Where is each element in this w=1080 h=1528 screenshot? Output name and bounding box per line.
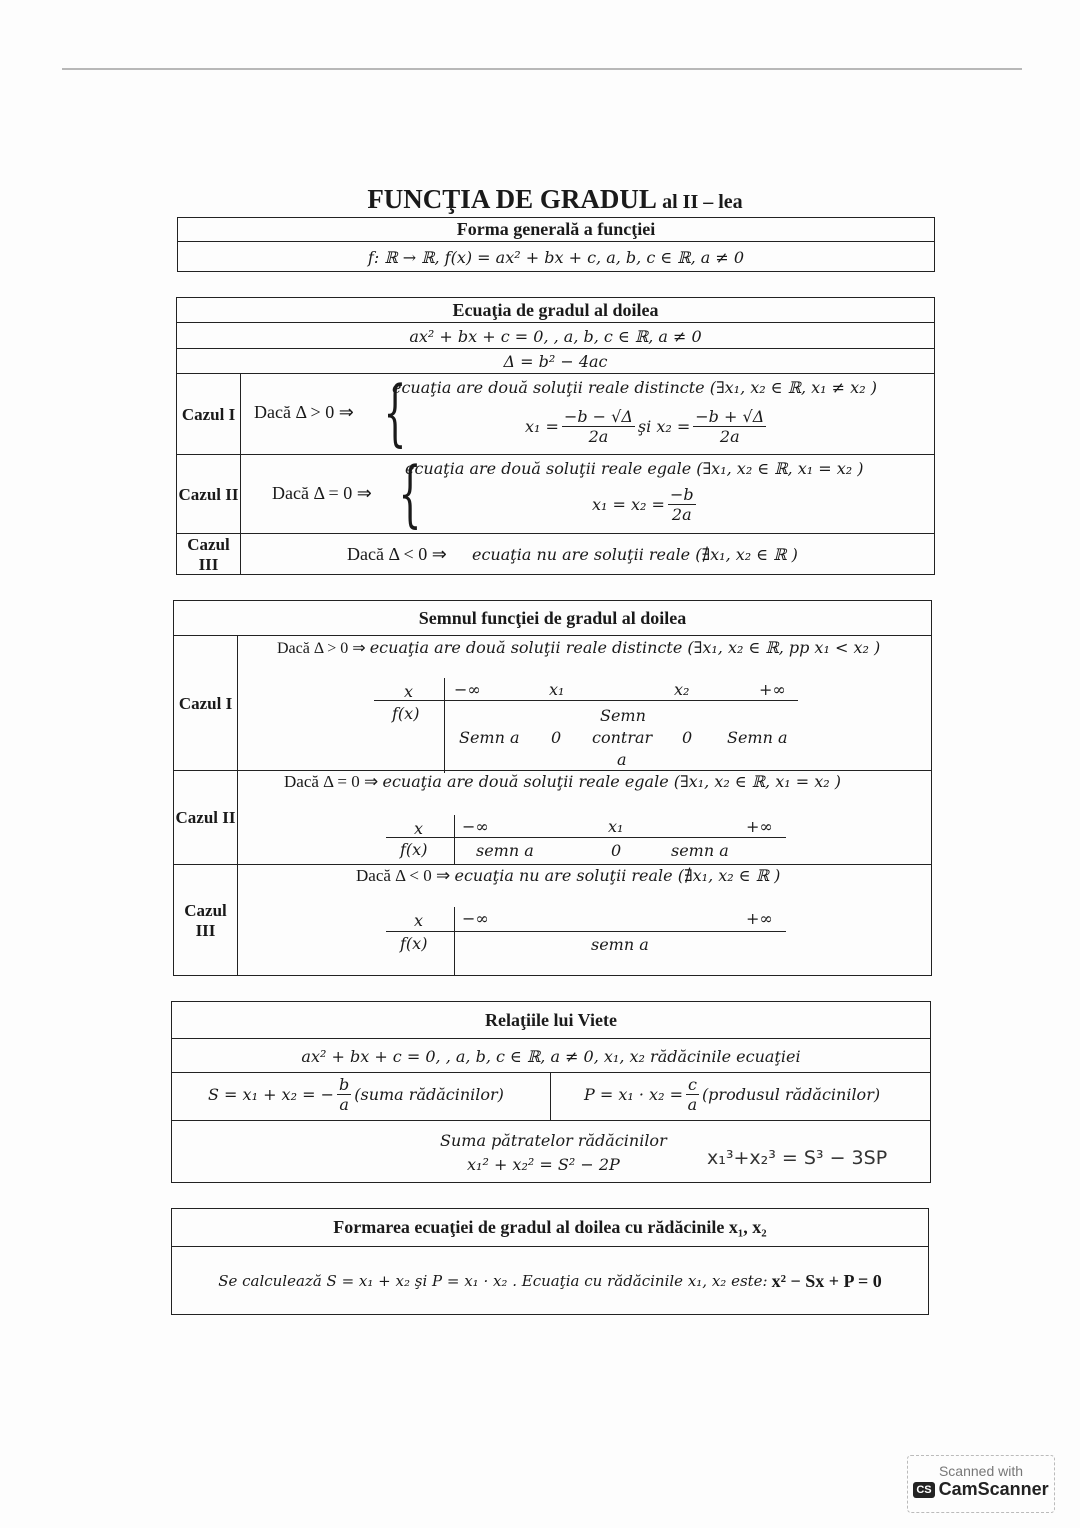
x-label: x [414,819,424,838]
fx-label: f(x) [400,840,428,859]
case-line [277,638,880,658]
roots-formula [525,407,769,446]
equation-header: Ecuaţia de gradul al doilea [452,299,659,320]
camscanner-logo-icon: CS [913,1482,934,1498]
sign-middle-3: a [617,750,627,769]
delta-formula: Δ = b² − 4ac [177,348,934,374]
case-label: Cazul I [177,374,241,455]
formation-text: Se calculează S = x₁ + x₂ şi P = x₁ · x₂ . Ecuaţia cu rădăcinile x₁, x₂ este: [218,1272,768,1290]
fx-label: f(x) [392,704,420,723]
equation-formula: ax² + bx + c = 0, , a, b, c ∈ ℝ, a ≠ 0 [177,322,934,349]
case-line [284,772,841,792]
product-note: (produsul rădăcinilor) [701,1085,881,1104]
case-label: Cazul II [174,771,238,865]
sign-box [173,600,932,976]
fx-label: f(x) [400,934,428,953]
x1-lhs: x₁ = [525,417,559,436]
fraction [668,485,696,524]
root-x2: x₂ [674,680,690,699]
fraction [562,407,635,446]
general-form-header: Forma generală a funcţiei [456,219,656,239]
viete-sum-product-row [172,1072,930,1121]
squares-formula: x₁² + x₂² = S² − 2P [467,1155,620,1174]
root-x1: x₁ [549,680,565,699]
case-condition: Dacă Δ < 0 ⇒ [347,544,447,564]
sum-lhs: S = x₁ + x₂ = − [208,1085,334,1104]
formation-result: x² − Sx + P = 0 [771,1270,882,1291]
sign-case-2 [174,770,931,865]
minus-infinity: −∞ [454,680,481,699]
scan-edge-line [62,68,1022,70]
fraction [337,1075,351,1114]
sign-table-3 [386,907,786,976]
sign-left: Semn a [459,728,520,747]
case-label: Cazul II [177,455,241,534]
equation-case-2 [177,451,934,535]
camscanner-label: CamScanner [938,1479,1049,1499]
case-label: Cazul III [174,865,238,976]
brace-icon: { [398,451,422,535]
case-condition: Dacă Δ = 0 ⇒ [284,772,379,791]
root-lhs: x₁ = x₂ = [592,495,665,514]
sign-left: semn a [476,841,534,860]
sign-table-2 [386,815,786,865]
double-root-formula [592,485,699,524]
root-x1: x₁ [608,817,624,836]
zero: 0 [611,841,622,860]
equation-case-1 [177,370,934,455]
denominator: a [687,1095,698,1114]
plus-infinity: +∞ [759,680,786,699]
case-text: ecuaţia nu are soluţii reale (∄x₁, x₂ ∈ ℝ ) [472,545,798,564]
numerator: c [687,1075,697,1094]
x2-lhs: şi x₂ = [637,417,691,436]
formation-text-row [172,1246,928,1315]
general-form-formula: f: ℝ → ℝ, f(x) = ax² + bx + c, a, b, c ∈ ℝ, a ≠ 0 [178,241,934,272]
numerator: −b [669,485,694,504]
sign-header: Semnul funcţiei de gradul al doilea [418,607,687,628]
x-label: x [404,682,414,701]
fraction [686,1075,699,1114]
denominator: 2a [671,505,692,524]
case-text: ecuaţia are două soluţii reale distincte (∃x₁, x₂ ∈ ℝ, x₁ ≠ x₂ ) [392,378,877,397]
squares-title: Suma pătratelor rădăcinilor [440,1131,667,1150]
camscanner-badge [907,1455,1055,1513]
viete-header: Relaţiile lui Viete [485,1009,617,1030]
page-title [0,184,1080,215]
case-text: ecuaţia are două soluţii reale egale (∃x₁, x₂ ∈ ℝ, x₁ = x₂ ) [382,772,841,791]
x-label: x [414,911,424,930]
sum-note: (suma rădăcinilor) [354,1085,504,1104]
plus-infinity: +∞ [746,909,773,928]
case-text: ecuaţia are două soluţii reale distincte (∃x₁, x₂ ∈ ℝ, pp x₁ < x₂ ) [369,638,881,657]
case-line [356,866,780,886]
minus-infinity: −∞ [462,909,489,928]
zero-1: 0 [551,728,562,747]
sum-formula [208,1075,504,1114]
equation-case-3 [177,533,934,575]
zero-2: 0 [682,728,693,747]
formation-header: Formarea ecuaţiei de gradul al doilea cu rădăcinile x₁, x₂ [333,1217,767,1237]
case-label: Cazul I [174,636,238,771]
quadratic-equation-box [176,297,935,575]
sign-right: Semn a [727,728,788,747]
numerator: −b + √Δ [695,407,765,426]
brace-icon: { [383,370,407,454]
numerator: b [338,1075,350,1094]
case-label: Cazul III [177,534,241,575]
viete-squares-row [172,1120,930,1183]
case-condition: Dacă Δ < 0 ⇒ [356,866,451,885]
viete-equation: ax² + bx + c = 0, , a, b, c ∈ ℝ, a ≠ 0, x₁, x₂ rădăcinile ecuaţiei [172,1038,930,1073]
sign-middle-2: contrar [592,728,653,747]
formation-box [171,1208,929,1315]
title-suffix: al II – lea [662,191,743,213]
general-form-box [177,217,935,272]
plus-infinity: +∞ [746,817,773,836]
case-condition: Dacă Δ > 0 ⇒ [254,402,354,422]
case-text: ecuaţia nu are soluţii reale (∄x₁, x₂ ∈ ℝ ) [454,866,781,885]
handwritten-cubes-note: x₁³+x₂³ = S³ − 3SP [707,1147,888,1169]
fraction [693,407,766,446]
denominator: 2a [719,427,740,446]
title-main: FUNCŢIA DE GRADUL [367,184,656,214]
case-condition: Dacă Δ > 0 ⇒ [277,640,366,657]
denominator: a [339,1095,349,1114]
sign-table-1 [374,678,804,773]
sign-middle-1: Semn [600,706,646,725]
sign-all: semn a [591,935,649,954]
sign-case-3 [174,864,931,976]
case-text: ecuaţia are două soluţii reale egale (∃x₁, x₂ ∈ ℝ, x₁ = x₂ ) [405,459,864,478]
minus-infinity: −∞ [462,817,489,836]
product-formula [584,1075,880,1114]
sign-case-1 [174,635,931,771]
case-condition: Dacă Δ = 0 ⇒ [272,483,372,503]
numerator: −b − √Δ [563,407,633,426]
scanned-with-label: Scanned with [938,1463,1024,1479]
sign-right: semn a [671,841,729,860]
viete-box [171,1001,931,1183]
denominator: 2a [588,427,609,446]
product-lhs: P = x₁ · x₂ = [584,1085,683,1104]
